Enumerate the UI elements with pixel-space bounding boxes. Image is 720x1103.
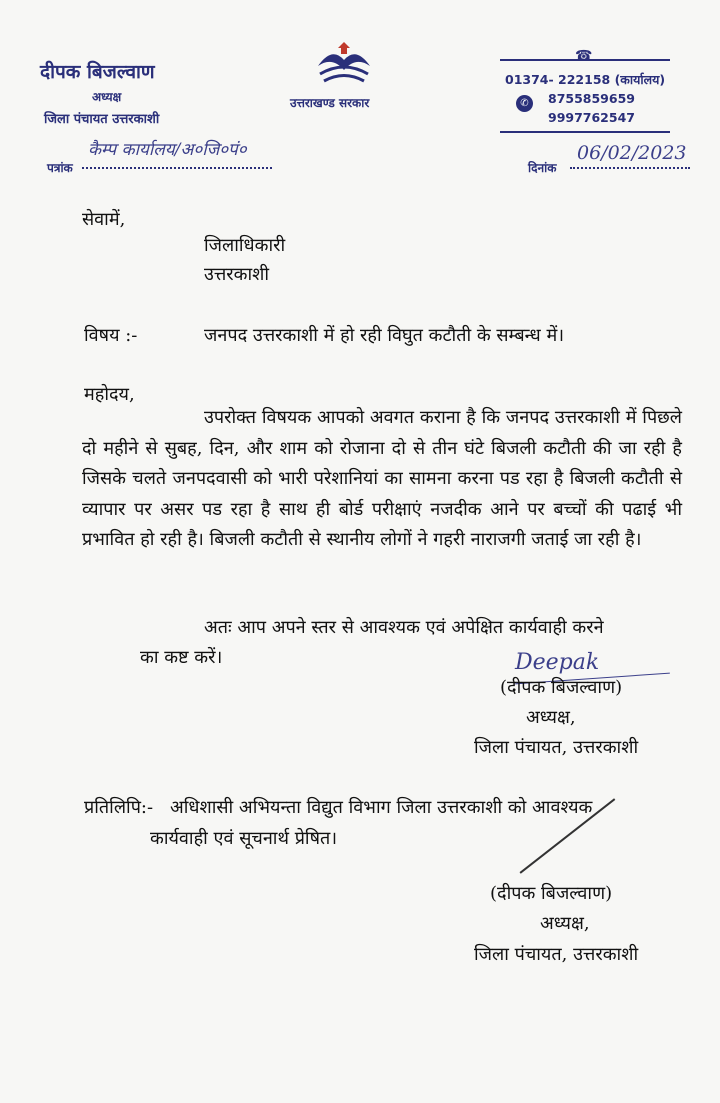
letter-date: 06/02/2023 [577, 142, 687, 164]
request-line-1: अतः आप अपने स्तर से आवश्यक एवं अपेक्षित कार्यवाही करने [204, 617, 604, 638]
signatory-office: जिला पंचायत, उत्तरकाशी [474, 737, 639, 758]
request-line-2: का कष्ट करें। [140, 647, 223, 668]
reference-number: कैम्प कार्यालय/अ०जि०पं० [88, 140, 247, 160]
recipient-place: उत्तरकाशी [204, 264, 270, 285]
recipient-title: जिलाधिकारी [204, 235, 286, 256]
mobile-number-2: 9997762547 [548, 110, 635, 125]
letterhead-name: दीपक बिजल्वाण [40, 61, 155, 83]
copy-label: प्रतिलिपि:- [84, 797, 154, 818]
body-paragraph: उपरोक्त विषयक आपको अवगत कराना है कि जनपद उत्तरकाशी में पिछले दो महीने से सुबह, दिन, और शाम को रोजाना दो से तीन घंटे बिजली कटौती की जा रही है जिसके चलते जनपदवासी को भारी परेशानियां का सामना करना पड रहा है बिजली कटौती से व्यापार पर असर पड रहा है साथ ही बोर्ड परीक्षाएं नजदीक आने पर बच्चों की पढाई भी प्रभावित हो रही है। बिजली कटौती से स्थानीय लोगों ने गहरी नाराजगी जताई जा रही है। [82, 407, 682, 550]
office-phone: 01374- 222158 (कार्यालय) [505, 72, 666, 87]
letterhead-role: अध्यक्ष [92, 90, 122, 104]
mobile-number-1: 8755859659 [548, 91, 635, 106]
copy-line-1: अधिशासी अभियन्ता विद्युत विभाग जिला उत्तरकाशी को आवश्यक [170, 797, 593, 818]
greeting: महोदय, [84, 384, 135, 405]
date-dotted-line [570, 166, 690, 169]
signatory-name: (दीपक बिजल्वाण) [500, 677, 623, 698]
signatory-role: अध्यक्ष, [526, 707, 576, 728]
reference-label: पत्रांक [47, 161, 73, 175]
letterhead-office: जिला पंचायत उत्तरकाशी [44, 112, 160, 127]
reference-dotted-line [82, 166, 272, 169]
signatory-2-office: जिला पंचायत, उत्तरकाशी [474, 944, 639, 965]
copy-line-2: कार्यवाही एवं सूचनार्थ प्रेषित। [150, 828, 338, 849]
uttarakhand-emblem-icon [312, 38, 376, 90]
signatory-2-role: अध्यक्ष, [540, 913, 590, 934]
signature: Deepak [515, 650, 600, 675]
government-label: उत्तराखण्ड सरकार [290, 96, 370, 110]
salutation-to: सेवामें, [82, 209, 126, 230]
signatory-2-name: (दीपक बिजल्वाण) [490, 883, 613, 904]
contact-bottom-divider [500, 131, 670, 133]
date-label: दिनांक [528, 161, 557, 175]
mobile-icon: ✆ [516, 95, 533, 112]
subject: जनपद उत्तरकाशी में हो रही विघुत कटौती के सम्बन्ध में। [204, 325, 565, 346]
subject-label: विषय :- [84, 325, 138, 346]
phone-icon: ☎ [575, 48, 593, 64]
